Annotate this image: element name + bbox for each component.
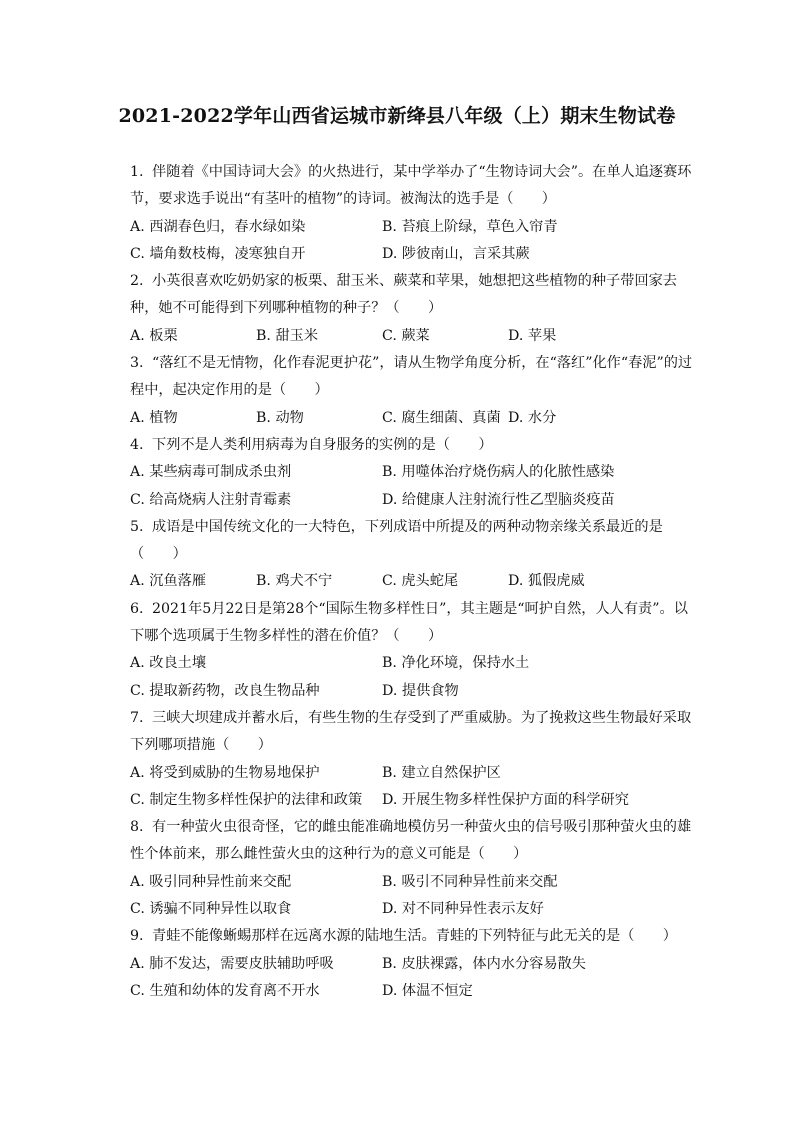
question-text bbox=[130, 432, 700, 459]
question-number: 7. bbox=[130, 709, 144, 726]
answer-option: D. 给健康人注射流行性乙型脑炎疫苗 bbox=[382, 491, 615, 508]
answer-option: D. 开展生物多样性保护方面的科学研究 bbox=[382, 791, 629, 808]
answer-option: B. 苔痕上阶绿，草色入帘青 bbox=[382, 218, 558, 235]
question-stem: 青蛙不能像蜥蜴那样在远离水源的陆地生活。青蛙的下列特征与此无关的是（ ） bbox=[152, 928, 677, 945]
answer-option: C. 提取新药物，改良生物品种 bbox=[130, 682, 320, 699]
answer-option: C. 诱骗不同种异性以取食 bbox=[130, 901, 292, 918]
option-row bbox=[130, 459, 700, 486]
question-item bbox=[130, 923, 700, 1005]
question-number: 4. bbox=[130, 436, 144, 453]
answer-option: A. 将受到威胁的生物易地保护 bbox=[130, 764, 320, 781]
question-item bbox=[130, 268, 700, 350]
answer-option: C. 墙角数枝梅，凌寒独自开 bbox=[130, 245, 306, 262]
answer-option: C. 制定生物多样性保护的法律和政策 bbox=[130, 791, 363, 808]
answer-option: A. 吸引同种异性前来交配 bbox=[130, 873, 292, 890]
option-row bbox=[130, 214, 700, 241]
question-item bbox=[130, 596, 700, 705]
question-item bbox=[130, 814, 700, 923]
question-stem: 三峡大坝建成并蓄水后，有些生物的生存受到了严重威胁。为了挽救这些生物最好采取下列哪项措施（ ） bbox=[130, 709, 692, 754]
question-text bbox=[130, 596, 700, 651]
question-number: 3. bbox=[130, 355, 144, 372]
answer-option: B. 鸡犬不宁 bbox=[256, 573, 333, 590]
question-stem: 下列不是人类利用病毒为自身服务的实例的是（ ） bbox=[152, 436, 493, 453]
question-stem: 成语是中国传统文化的一大特色，下列成语中所提及的两种动物亲缘关系最近的是（ ） bbox=[130, 518, 663, 563]
option-row bbox=[130, 405, 700, 432]
answer-option: A. 沉鱼落雁 bbox=[130, 573, 207, 590]
question-list bbox=[130, 159, 700, 1005]
answer-option: C. 生殖和幼体的发育离不开水 bbox=[130, 982, 320, 999]
question-text bbox=[130, 923, 700, 950]
answer-option: B. 吸引不同种异性前来交配 bbox=[382, 873, 558, 890]
answer-option: C. 给高烧病人注射青霉素 bbox=[130, 491, 292, 508]
option-row bbox=[130, 487, 700, 514]
answer-option: B. 用噬体治疗烧伤病人的化脓性感染 bbox=[382, 464, 615, 481]
option-row bbox=[130, 869, 700, 896]
option-row bbox=[130, 568, 700, 595]
answer-option: D. 体温不恒定 bbox=[382, 982, 473, 999]
question-text bbox=[130, 514, 700, 569]
question-number: 5. bbox=[130, 518, 144, 535]
question-number: 1. bbox=[130, 164, 144, 180]
answer-option: B. 皮肤裸露，体内水分容易散失 bbox=[382, 955, 586, 972]
question-item bbox=[130, 514, 700, 596]
question-text bbox=[130, 350, 700, 405]
answer-option: A. 板栗 bbox=[130, 327, 178, 344]
question-item bbox=[130, 350, 700, 432]
option-row bbox=[130, 760, 700, 787]
question-stem: 伴随着《中国诗词大会》的火热进行，某中学举办了“生物诗词大会”。在单人追逐赛环节，要求选手说出“有茎叶的植物”的诗词。被淘汰的选手是（ ） bbox=[130, 164, 692, 208]
answer-option: D. 对不同种异性表示友好 bbox=[382, 901, 544, 918]
answer-option: A. 肺不发达，需要皮肤辅助呼吸 bbox=[130, 955, 334, 972]
question-text bbox=[130, 814, 700, 869]
answer-option: D. 苹果 bbox=[508, 327, 557, 344]
question-text bbox=[130, 268, 700, 323]
question-text bbox=[130, 705, 700, 760]
option-row bbox=[130, 978, 700, 1005]
question-number: 9. bbox=[130, 928, 144, 945]
answer-option: C. 腐生细菌、真菌 bbox=[382, 409, 501, 426]
answer-option: B. 净化环境，保持水土 bbox=[382, 655, 530, 672]
answer-option: C. 蕨菜 bbox=[382, 327, 430, 344]
question-item bbox=[130, 432, 700, 514]
option-row bbox=[130, 650, 700, 677]
question-stem: “落红不是无情物，化作春泥更护花”，请从生物学角度分析，在“落红”化作“春泥”的过程中，起决定作用的是（ ） bbox=[130, 355, 693, 399]
option-row bbox=[130, 241, 700, 268]
answer-option: A. 改良土壤 bbox=[130, 655, 207, 672]
answer-option: A. 西湖春色归，春水绿如染 bbox=[130, 218, 306, 235]
answer-option: A. 植物 bbox=[130, 409, 178, 426]
option-row bbox=[130, 787, 700, 814]
question-text bbox=[130, 159, 700, 214]
question-item bbox=[130, 159, 700, 268]
answer-option: D. 陟彼南山，言采其蕨 bbox=[382, 245, 530, 262]
page-title: 2021-2022学年山西省运城市新绛县八年级（上）期末生物试卷 bbox=[118, 105, 676, 127]
answer-option: B. 甜玉米 bbox=[256, 327, 319, 344]
answer-option: C. 虎头蛇尾 bbox=[382, 573, 459, 590]
question-number: 8. bbox=[130, 819, 144, 836]
option-row bbox=[130, 951, 700, 978]
question-item bbox=[130, 705, 700, 814]
question-number: 6. bbox=[130, 600, 144, 617]
answer-option: D. 水分 bbox=[508, 409, 557, 426]
answer-option: B. 动物 bbox=[256, 409, 304, 426]
answer-option: A. 某些病毒可制成杀虫剂 bbox=[130, 464, 292, 481]
question-number: 2. bbox=[130, 273, 144, 290]
question-stem: 2021年5月22日是第28个“国际生物多样性日”，其主题是“呵护自然，人人有责”。以下哪个选项属于生物多样性的潜在价值？（ ） bbox=[130, 600, 688, 645]
option-row bbox=[130, 678, 700, 705]
answer-option: B. 建立自然保护区 bbox=[382, 764, 501, 781]
option-row bbox=[130, 896, 700, 923]
question-stem: 有一种萤火虫很奇怪，它的雌虫能准确地模仿另一种萤火虫的信号吸引那种萤火虫的雄性个体前来，那么雌性萤火虫的这种行为的意义可能是（ ） bbox=[130, 819, 692, 863]
question-stem: 小英很喜欢吃奶奶家的板栗、甜玉米、蕨菜和苹果，她想把这些植物的种子带回家去种，她不可能得到下列哪种植物的种子？（ ） bbox=[130, 273, 677, 317]
answer-option: D. 提供食物 bbox=[382, 682, 459, 699]
answer-option: D. 狐假虎威 bbox=[508, 573, 585, 590]
option-row bbox=[130, 323, 700, 350]
